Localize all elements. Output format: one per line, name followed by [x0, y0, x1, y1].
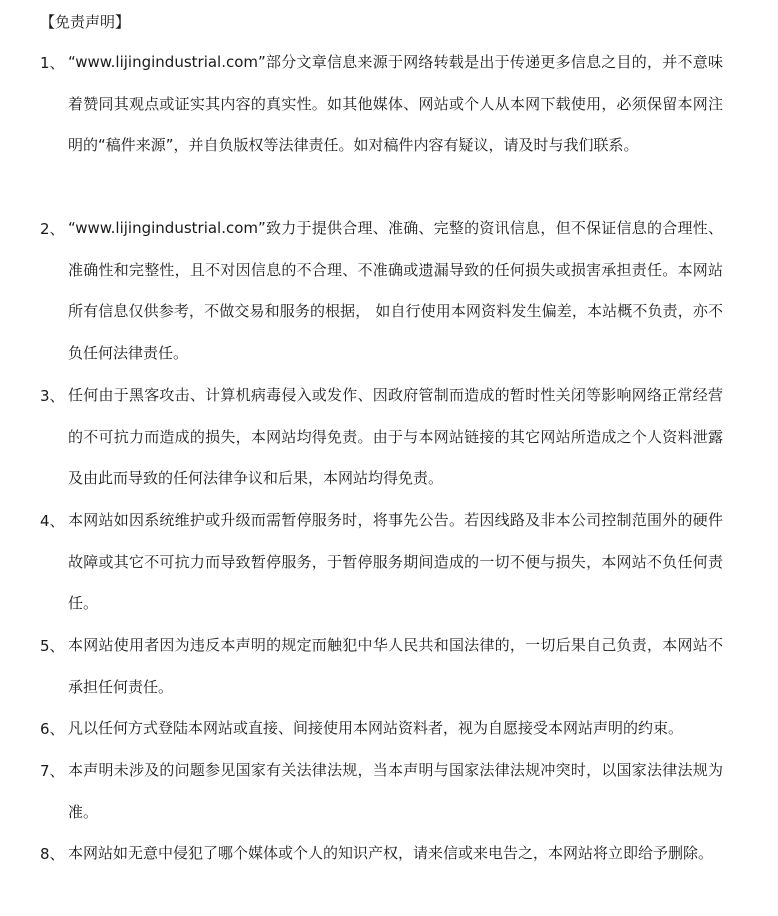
item-text: 本网站如无意中侵犯了哪个媒体或个人的知识产权，请来信或来电告之，本网站将立即给予删除。 — [68, 844, 714, 862]
item-text: 凡以任何方式登陆本网站或直接、间接使用本网站资料者，视为自愿接受本网站声明的约束。 — [68, 719, 684, 737]
item-number: 7、 — [40, 762, 65, 780]
item-number: 3、 — [40, 387, 65, 405]
item-number: 6、 — [40, 720, 65, 738]
item-text: 本网站使用者因为违反本声明的规定而触犯中华人民共和国法律的，一切后果自己负责，本网站不承担任何责任。 — [68, 636, 723, 696]
document-heading: 【免责声明】 — [40, 13, 131, 31]
item-number: 8、 — [40, 845, 65, 863]
item-number: 5、 — [40, 637, 65, 655]
item-number: 2、 — [40, 220, 65, 238]
item-number: 4、 — [40, 512, 65, 530]
item-text: “www.lijingindustrial.com”部分文章信息来源于网络转载是出于传递更多信息之目的，并不意味着赞同其观点或证实其内容的真实性。如其他媒体、网站或个人从本网下载使用，必须保留本网注明的“稿件来源”，并自负版权等法律责任。如对稿件内容有疑议，请及时与我们联系。 — [68, 53, 723, 155]
item-number: 1、 — [40, 54, 65, 72]
item-text: 任何由于黑客攻击、计算机病毒侵入或发作、因政府管制而造成的暂时性关闭等影响网络正常经营的不可抗力而造成的损失，本网站均得免责。由于与本网站链接的其它网站所造成之个人资料泄露及由此而导致的任何法律争议和后果，本网站均得免责。 — [68, 386, 723, 488]
item-text: “www.lijingindustrial.com”致力于提供合理、准确、完整的资讯信息，但不保证信息的合理性、准确性和完整性，且不对因信息的不合理、不准确或遗漏导致的任何损失或损害承担责任。本网站所有信息仅供参考，不做交易和服务的根据， 如自行使用本网资料发生偏差，本站概不负责，亦不负任何法律责任。 — [68, 219, 723, 363]
item-text: 本网站如因系统维护或升级而需暂停服务时，将事先公告。若因线路及非本公司控制范围外的硬件故障或其它不可抗力而导致暂停服务，于暂停服务期间造成的一切不便与损失，本网站不负任何责任。 — [68, 511, 723, 613]
item-text: 本声明未涉及的问题参见国家有关法律法规，当本声明与国家法律法规冲突时，以国家法律法规为准。 — [68, 761, 723, 821]
